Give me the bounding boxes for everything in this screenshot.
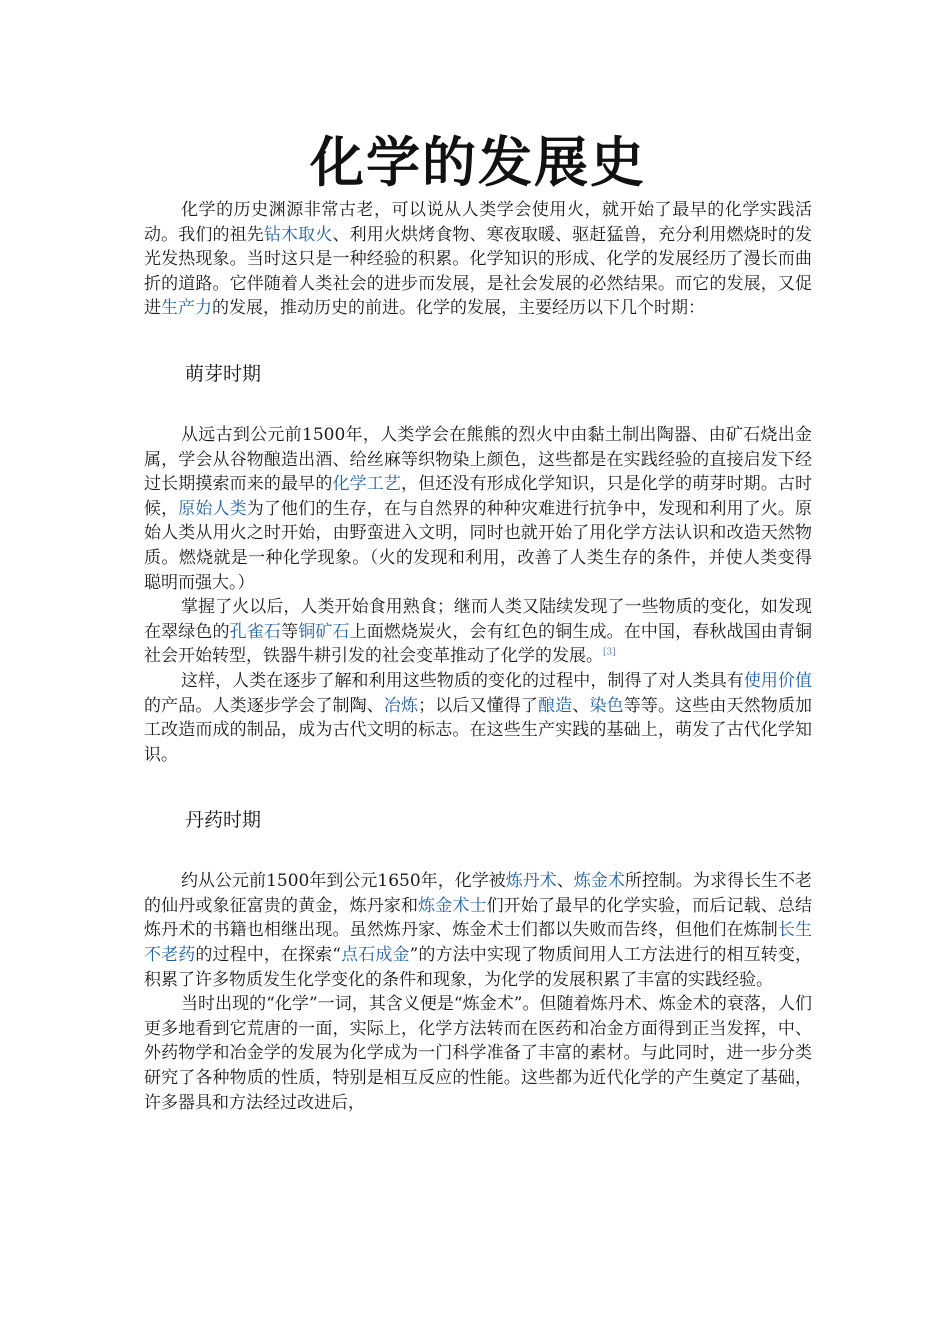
spacer <box>144 833 812 869</box>
text: 为了他们的生存，在与自然界的种种灾难进行抗争中，发现和利用了火。原始人类从用火之时开始，由野蛮进入文明，同时也就开始了用化学方法认识和改造天然物质。燃烧就是一种化学现象。（火的发现和利用，改善了人类生存的条件，并使人类变得聪明而强大。） <box>144 498 813 593</box>
reference-mark[interactable]: [3] <box>603 647 616 658</box>
text: 的产品。人类逐步学会了制陶、 <box>144 695 384 716</box>
spacer <box>144 767 812 807</box>
text: ，但还没有形成化学知识，只是化学的萌芽时期。古时候， <box>144 474 813 519</box>
intro-paragraph <box>144 198 812 321</box>
text: 、 <box>572 695 590 716</box>
link-ranse[interactable]: 染色 <box>589 695 624 716</box>
link-lianjin-shushi[interactable]: 炼金术士 <box>418 895 487 916</box>
link-lianjinshu[interactable]: 炼金术 <box>573 871 625 892</box>
text: 们开始了最早的化学实验，而后记载、总结炼丹术的书籍也相继出现。虽然炼丹家、炼金术士们都以失败而告终，但他们在炼制 <box>144 895 813 941</box>
danyao-paragraph-1 <box>144 869 812 992</box>
link-liandanshu[interactable]: 炼丹术 <box>505 871 557 892</box>
spacer <box>144 387 812 423</box>
text: 等等。这些由天然物质加工改造而成的制品，成为古代文明的标志。在这些生产实践的基础上，萌发了古代化学知识。 <box>144 695 813 765</box>
section-heading-mengya: 萌芽时期 <box>185 362 262 385</box>
danyao-paragraph-2 <box>144 992 812 1115</box>
text: ；以后又懂得了 <box>418 695 539 716</box>
intro-text-1: 化学的历史渊源非常古老，可以说从人类学会使用火，就开始了最早的化学实践活动。我们的祖先 <box>144 200 812 245</box>
text: 这样，人类在逐步了解和利用这些物质的变化的过程中，制得了对人类具有 <box>181 670 744 691</box>
link-changsheng-bulaoyao[interactable]: 长生不老药 <box>144 920 813 966</box>
document-page <box>144 128 812 1115</box>
text: 从远古到公元前1500年，人类学会在熊熊的烈火中由黏土制出陶器、由矿石烧出金属，学会从谷物酿造出酒、给丝麻等织物染上颜色，这些都是在实践经验的直接启发下经过长期摸索而来的最早的 <box>144 424 812 495</box>
section-heading-danyao: 丹药时期 <box>185 809 262 832</box>
intro-text-2: 、利用火烘烤食物、寒夜取暖、驱赶猛兽，充分利用燃烧时的发光发热现象。当时这只是一种经验的积累。化学知识的形成、化学的发展经历了漫长而曲折的道路。它伴随着人类社会的进步而发展，是社会发展的必然结果。而它的发展，又促进 <box>144 224 813 319</box>
mengya-paragraph-2 <box>144 595 812 669</box>
link-huaxue-gongyi[interactable]: 化学工艺 <box>332 474 401 495</box>
spacer <box>144 321 812 361</box>
text: 所控制。为求得长生不老的仙丹或象征富贵的黄金，炼丹家和 <box>144 871 813 916</box>
link-tong-kuangshi[interactable]: 铜矿石 <box>298 621 350 642</box>
link-zuanmu-quhuo[interactable]: 钻木取火 <box>263 224 333 245</box>
text: 上面燃烧炭火，会有红色的铜生成。在中国，春秋战国由青铜社会开始转型，铁器牛耕引发的社会变革推动了化学的发展。 <box>144 621 813 667</box>
mengya-paragraph-1 <box>144 423 812 595</box>
page-title: 化学的发展史 <box>310 131 646 194</box>
link-shiyong-jiazhi[interactable]: 使用价值 <box>743 670 813 691</box>
text: ”的方法中实现了物质间用人工方法进行的相互转变，积累了许多物质发生化学变化的条件和现象，为化学的发展积累了丰富的实践经验。 <box>144 945 812 990</box>
text: 掌握了火以后，人类开始食用熟食；继而人类又陆续发现了一些物质的变化，如发现在翠绿色的 <box>144 597 812 642</box>
text: 约从公元前1500年到公元1650年，化学被 <box>181 871 506 892</box>
text: 的过程中，在探索“ <box>195 945 341 966</box>
link-yelian[interactable]: 冶炼 <box>383 695 419 716</box>
link-kongqueshi[interactable]: 孔雀石 <box>229 621 282 642</box>
text: 等 <box>281 621 299 642</box>
link-dianshi-chengjin[interactable]: 点石成金 <box>341 945 410 966</box>
intro-text-3: 的发展，推动历史的前进。化学的发展，主要经历以下几个时期： <box>212 298 705 319</box>
text: 、 <box>556 871 574 892</box>
mengya-paragraph-3 <box>144 669 812 767</box>
link-shengchanli[interactable]: 生产力 <box>161 298 212 319</box>
link-yuanshi-renlei[interactable]: 原始人类 <box>178 498 247 519</box>
text: 当时出现的“化学”一词，其含义便是“炼金术”。但随着炼丹术、炼金术的衰落，人们更多地看到它荒唐的一面，实际上，化学方法转而在医药和冶金方面得到正当发挥，中、外药物学和冶金学的发展为化学成为一门科学准备了丰富的素材。与此同时，进一步分类研究了各种物质的性质，特别是相互反应的性能。这些都为近代化学的产生奠定了基础，许多器具和方法经过改进后， <box>144 994 812 1113</box>
link-niangzao[interactable]: 酿造 <box>538 695 573 716</box>
